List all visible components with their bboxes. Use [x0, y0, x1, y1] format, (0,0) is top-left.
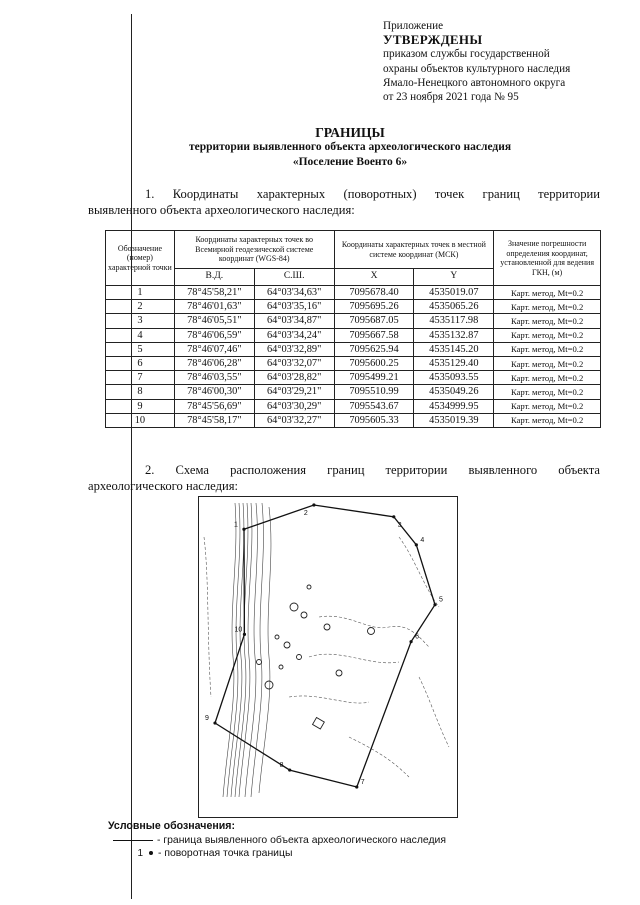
boundary-point-marker — [243, 633, 246, 636]
approval-appendix: Приложение — [383, 20, 444, 32]
boundary-point-label: 8 — [279, 762, 284, 770]
cell-y: 4535117.98 — [414, 314, 494, 328]
cell-point-number: 5 — [106, 342, 175, 356]
document-title: ГРАНИЦЫ — [315, 125, 385, 140]
section-2-heading — [88, 462, 600, 494]
cell-y: 4535019.07 — [414, 286, 494, 300]
cell-longitude: 78°45'58,17" — [174, 413, 254, 427]
table-row — [106, 356, 601, 370]
cell-x: 7095678.40 — [334, 286, 414, 300]
boundary-point-marker — [433, 603, 436, 606]
cell-x: 7095667.58 — [334, 328, 414, 342]
cell-latitude: 64°03'29,21" — [254, 385, 334, 399]
approval-date-line: от 23 ноября 2021 года № 95 — [383, 91, 519, 104]
cell-y: 4535019.39 — [414, 413, 494, 427]
cell-x: 7095510.99 — [334, 385, 414, 399]
table-row — [106, 385, 601, 399]
cell-longitude: 78°46'06,59" — [174, 328, 254, 342]
subheader-longitude: В.Д. — [174, 269, 254, 286]
section-2-line-2: археологического наследия: — [88, 479, 239, 493]
cell-x: 7095695.26 — [334, 300, 414, 314]
header-point-number: Обозначение (номер) характерной точки — [106, 231, 175, 286]
boundary-map-svg — [199, 497, 457, 817]
cell-accuracy: Карт. метод, Mt=0.2 — [494, 371, 601, 385]
boundary-point-label: 7 — [360, 779, 365, 786]
cell-point-number: 9 — [106, 399, 175, 413]
boundary-point-marker — [355, 785, 358, 788]
legend-point-row — [108, 847, 446, 860]
cell-accuracy: Карт. метод, Mt=0.2 — [494, 300, 601, 314]
legend-boundary-line-icon — [113, 840, 153, 841]
river-bank-hatching — [223, 503, 271, 797]
section-2-line-1: 2. Схема расположения границ территории выявленного объекта — [145, 463, 600, 477]
cell-latitude: 64°03'28,82" — [254, 371, 334, 385]
coordinates-table — [105, 230, 601, 428]
table-row — [106, 314, 601, 328]
boundary-point-marker — [288, 768, 291, 771]
cell-point-number: 2 — [106, 300, 175, 314]
cell-latitude: 64°03'35,16" — [254, 300, 334, 314]
table-row — [106, 371, 601, 385]
subheader-latitude: С.Ш. — [254, 269, 334, 286]
cell-accuracy: Карт. метод, Mt=0.2 — [494, 399, 601, 413]
boundary-point-marker — [392, 515, 395, 518]
cell-accuracy: Карт. метод, Mt=0.2 — [494, 314, 601, 328]
boundary-point-marker — [415, 543, 418, 546]
section-1-line-2: выявленного объекта археологического наследия: — [88, 203, 355, 217]
boundary-point-marker — [242, 528, 245, 531]
table-row — [106, 328, 601, 342]
cell-longitude: 78°45'56,69" — [174, 399, 254, 413]
cell-accuracy: Карт. метод, Mt=0.2 — [494, 356, 601, 370]
cell-y: 4535145.20 — [414, 342, 494, 356]
cell-y: 4535065.26 — [414, 300, 494, 314]
header-wgs84: Координаты характерных точек во Всемирной геодезической системе координат (WGS-84) — [174, 231, 334, 269]
cell-latitude: 64°03'34,63" — [254, 286, 334, 300]
cell-x: 7095625.94 — [334, 342, 414, 356]
table-row — [106, 300, 601, 314]
header-accuracy: Значение погрешности определения координат, установленной для ведения ГКН, (м) — [494, 231, 601, 286]
cell-point-number: 3 — [106, 314, 175, 328]
cell-y: 4535129.40 — [414, 356, 494, 370]
cell-point-number: 6 — [106, 356, 175, 370]
legend-point-label: - поворотная точка границы — [158, 848, 293, 859]
map-features — [257, 585, 375, 729]
approval-block — [383, 19, 570, 104]
table-row — [106, 399, 601, 413]
document-subtitle: территории выявленного объекта археологического наследия — [188, 141, 512, 153]
cell-accuracy: Карт. метод, Mt=0.2 — [494, 413, 601, 427]
cell-y: 4535132.87 — [414, 328, 494, 342]
section-1-line-1: 1. Координаты характерных (поворотных) точек границ территории — [145, 187, 600, 201]
boundary-point-marker — [409, 640, 412, 643]
cell-accuracy: Карт. метод, Mt=0.2 — [494, 286, 601, 300]
object-name: «Поселение Военто 6» — [292, 156, 408, 168]
cell-point-number: 1 — [106, 286, 175, 300]
boundary-point-label: 4 — [420, 536, 425, 544]
cell-latitude: 64°03'32,89" — [254, 342, 334, 356]
boundary-point-label: 2 — [303, 510, 308, 517]
boundary-map — [198, 496, 458, 818]
cell-point-number: 4 — [106, 328, 175, 342]
approval-agency-line: охраны объектов культурного наследия — [383, 62, 571, 75]
cell-point-number: 8 — [106, 385, 175, 399]
cell-longitude: 78°46'01,63" — [174, 300, 254, 314]
cell-x: 7095687.05 — [334, 314, 414, 328]
table-row — [106, 286, 601, 300]
cell-latitude: 64°03'32,07" — [254, 356, 334, 370]
boundary-point-label: 9 — [205, 715, 209, 723]
cell-latitude: 64°03'32,27" — [254, 413, 334, 427]
boundary-point-label: 6 — [415, 633, 419, 641]
approval-region-line: Ямало-Ненецкого автономного округа — [383, 76, 566, 89]
legend-title: Условные обозначения: — [108, 820, 235, 832]
boundary-point-label: 10 — [234, 626, 243, 634]
approval-approved: УТВЕРЖДЕНЫ — [383, 32, 483, 48]
table-row — [106, 413, 601, 427]
boundary-point-marker — [213, 721, 216, 724]
territory-boundary — [215, 505, 435, 787]
cell-y: 4535093.55 — [414, 371, 494, 385]
cell-point-number: 10 — [106, 413, 175, 427]
section-1-heading — [88, 186, 600, 218]
cell-accuracy: Карт. метод, Mt=0.2 — [494, 385, 601, 399]
boundary-point-marker — [312, 503, 315, 506]
cell-longitude: 78°46'03,55" — [174, 371, 254, 385]
cell-x: 7095605.33 — [334, 413, 414, 427]
subheader-x: X — [334, 269, 414, 286]
cell-y: 4534999.95 — [414, 399, 494, 413]
point-dot-icon — [149, 851, 153, 855]
cell-point-number: 7 — [106, 371, 175, 385]
cell-latitude: 64°03'34,87" — [254, 314, 334, 328]
cell-x: 7095600.25 — [334, 356, 414, 370]
cell-accuracy: Карт. метод, Mt=0.2 — [494, 328, 601, 342]
table-row — [106, 342, 601, 356]
subheader-y: Y — [414, 269, 494, 286]
cell-longitude: 78°46'00,30" — [174, 385, 254, 399]
cell-x: 7095499.21 — [334, 371, 414, 385]
legend-point-number: 1 — [137, 848, 143, 859]
map-legend — [108, 820, 446, 860]
boundary-point-label: 3 — [397, 521, 402, 529]
cell-x: 7095543.67 — [334, 399, 414, 413]
legend-boundary-row — [108, 834, 446, 847]
approval-order-line: приказом службы государственной — [383, 48, 550, 61]
cell-longitude: 78°46'05,51" — [174, 314, 254, 328]
cell-latitude: 64°03'34,24" — [254, 328, 334, 342]
legend-point-symbol — [113, 848, 153, 859]
legend-boundary-label: - граница выявленного объекта археологического наследия — [157, 835, 446, 846]
cell-longitude: 78°45'58,21" — [174, 286, 254, 300]
cell-longitude: 78°46'07,46" — [174, 342, 254, 356]
cell-longitude: 78°46'06,28" — [174, 356, 254, 370]
cell-latitude: 64°03'30,29" — [254, 399, 334, 413]
cell-accuracy: Карт. метод, Mt=0.2 — [494, 342, 601, 356]
boundary-point-label: 5 — [439, 596, 443, 604]
cell-y: 4535049.26 — [414, 385, 494, 399]
header-msk: Координаты характерных точек в местной системе координат (МСК) — [334, 231, 494, 269]
boundary-point-label: 1 — [233, 521, 238, 529]
